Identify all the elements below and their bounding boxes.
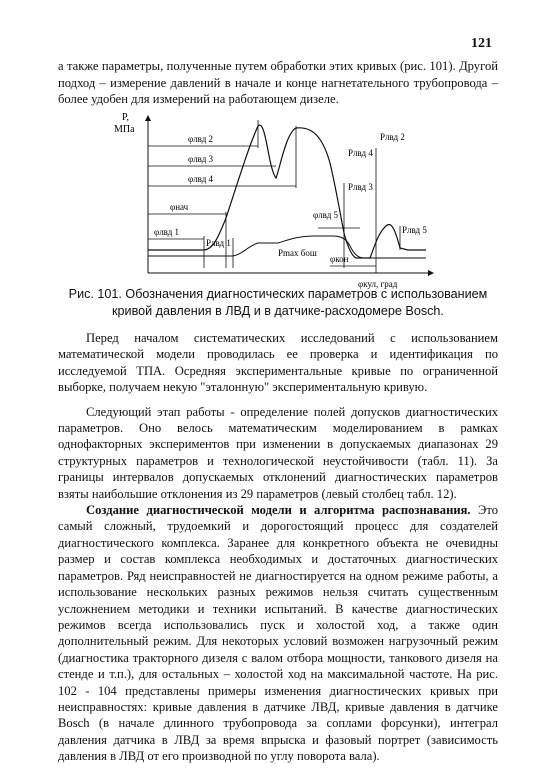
x-axis-label: φкул, град <box>358 279 398 289</box>
lvd-pressure-curve <box>148 125 426 258</box>
paragraph-bold-lead: Создание диагностической модели и алгоритма распознавания. <box>86 503 471 518</box>
body-text <box>58 330 498 765</box>
figure-pressure-diagram <box>108 108 438 308</box>
label-p-lvd4: Pлвд 4 <box>348 148 373 158</box>
label-phi-lvd3: φлвд 3 <box>188 154 214 164</box>
label-phi-lvd2: φлвд 2 <box>188 134 214 144</box>
page-number: 121 <box>471 36 492 51</box>
label-p-lvd5: Pлвд 5 <box>402 225 427 235</box>
paragraph-text: Следующий этап работы - определение полей допусков диагностических параметров. Оно велось математическим моделированием в рамках однофакторных экспериментов при изменении в допускаемых диапазонах 29 структурных параметров и технологической неустойчивости (табл. 11). За границы интервалов допускаемых отклонений диагностических параметров взяты наибольшие отклонения из 29 параметров (левый столбец табл. 12). <box>58 404 498 501</box>
label-p-lvd3: Pлвд 3 <box>348 182 373 192</box>
label-phi-lvd4: φлвд 4 <box>188 174 214 184</box>
paragraph-text: Перед началом систематических исследований с использованием математической модели проводилась ее проверка и идентификация по исследуемой ТПА. Осредняя экспериментальные кривые по ограниченной выборке, получаем некую "эталонную" экспериментальную кривую. <box>58 331 498 395</box>
y-axis-label-2: МПа <box>114 124 135 135</box>
figure-caption: Рис. 101. Обозначения диагностических параметров с использованием кривой давления в ЛВД и в датчике-расходомере Bosch. <box>68 287 488 318</box>
paragraph <box>58 502 498 765</box>
label-phi-lvd5: φлвд 5 <box>313 210 339 220</box>
label-p-lvd2: Pлвд 2 <box>380 132 405 142</box>
paragraph-text: Это самый сложный, трудоемкий и дорогостоящий процесс для создателей диагностического комплекса. Заранее для конкретного объекта не очевидны размер и состав комплекса необходимых и достаточных диагностических параметров. Ряд неисправностей не диагностируется на одном режиме работы, а использование нескольких разных режимов нельзя считать существенным усложнением методики и техники испытаний. В качестве диагностических режимов всегда использовались пуск и холостой ход, а также один дополнительный режим. Для некоторых условий возможен нагрузочный режим (диагностика тракторного дизеля с валом отбора мощности, танкового дизеля на стенде и т.п.), для остальных – холостой ход на максимальной частоте. На рис. 102 - 104 представлены примеры изменения диагностических кривых при неисправностях: кривые давления в датчике ЛВД, кривые давления в датчике Bosch (в начале длинного трубопровода за соплами форсунки), интеграл давления датчика в ЛВД за время впрыска и фазовый портрет (зависимость давления в ЛВД от его производной по углу поворота вала). <box>58 503 498 764</box>
label-p-lvd1: Pлвд 1 <box>206 238 231 248</box>
intro-paragraph: а также параметры, полученные путем обработки этих кривых (рис. 101). Другой подход – измерение давлений в начале и конце нагнетательного трубопровода – более удобен для измерений на работающем дизеле. <box>58 59 498 106</box>
pressure-diagram-svg <box>108 108 438 308</box>
paragraph <box>58 404 498 502</box>
y-axis-label-1: P, <box>122 112 129 123</box>
label-phi-nach: φнач <box>170 202 189 212</box>
label-phi-lvd1: φлвд 1 <box>154 227 180 237</box>
label-p-bosh-max: Pmax бош <box>278 248 317 258</box>
label-phi-kon: φкон <box>330 254 349 264</box>
paragraph <box>58 330 498 396</box>
